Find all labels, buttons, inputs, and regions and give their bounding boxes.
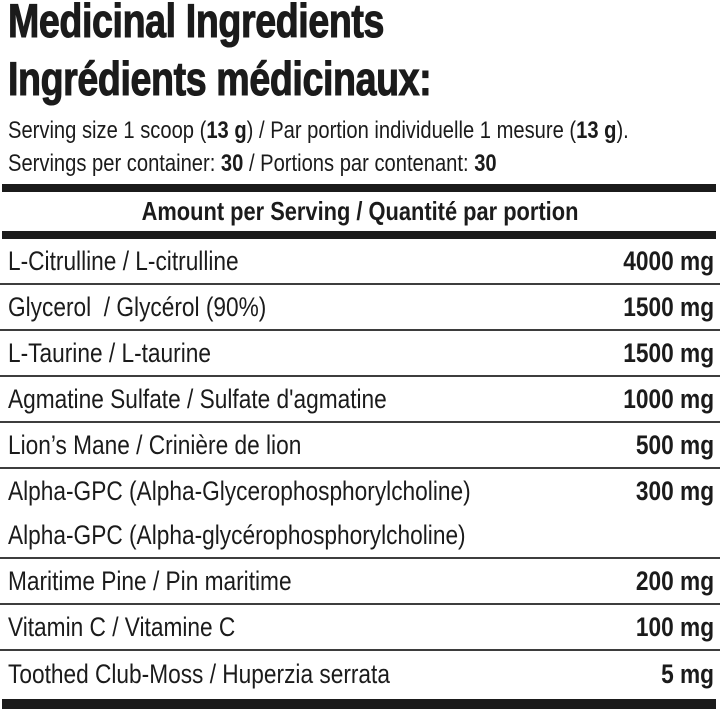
ingredient-amount: 100 mg <box>635 611 714 642</box>
table-row <box>0 331 720 377</box>
ingredient-amount: 1500 mg <box>623 337 714 368</box>
panel-bottom-bar <box>2 699 716 709</box>
ingredient-name: Glycerol / Glycérol (90%) <box>8 291 267 322</box>
panel-title <box>0 0 720 114</box>
panel-title-fr: Ingrédients médicinaux: <box>8 52 432 105</box>
ingredient-amount: 200 mg <box>635 565 714 596</box>
ingredient-name: L-Taurine / L-taurine <box>8 337 211 368</box>
ingredient-name: Agmatine Sulfate / Sulfate d'agmatine <box>8 383 387 414</box>
header-top-bar <box>2 184 716 192</box>
servings-per-container-line: Servings per container: 30 / Portions par contenant: 30 <box>8 150 497 177</box>
table-row <box>0 239 720 285</box>
ingredient-amount: 500 mg <box>635 429 714 460</box>
panel-title-en: Medicinal Ingredients <box>8 0 385 47</box>
ingredient-amount: 1500 mg <box>623 291 714 322</box>
table-row <box>0 377 720 423</box>
table-row <box>0 285 720 331</box>
table-row <box>0 605 720 651</box>
ingredient-name-fr: Alpha-GPC (Alpha-glycérophosphorylcholine) <box>8 519 466 550</box>
table-row <box>0 651 720 697</box>
ingredient-amount: 300 mg <box>635 475 714 506</box>
ingredient-name: Toothed Club-Moss / Huperzia serrata <box>8 658 390 689</box>
ingredient-name: Maritime Pine / Pin maritime <box>8 565 292 596</box>
ingredient-name: Lion’s Mane / Crinière de lion <box>8 429 302 460</box>
ingredient-table <box>0 239 720 697</box>
table-row <box>0 423 720 469</box>
ingredient-amount: 5 mg <box>661 658 714 689</box>
ingredient-name: Vitamin C / Vitamine C <box>8 611 236 642</box>
table-row <box>0 559 720 605</box>
serving-size-line: Serving size 1 scoop (13 g) / Par portion individuelle 1 mesure (13 g). <box>8 117 629 144</box>
ingredient-amount: 1000 mg <box>623 383 714 414</box>
ingredient-name: Alpha-GPC (Alpha-Glycerophosphorylcholine) <box>8 475 471 506</box>
amount-per-serving-header: Amount per Serving / Quantité par portion <box>141 196 579 226</box>
header-bottom-bar <box>2 231 716 239</box>
table-row <box>0 469 720 559</box>
ingredient-amount: 4000 mg <box>623 245 714 276</box>
ingredient-name: L-Citrulline / L-citrulline <box>8 245 239 276</box>
